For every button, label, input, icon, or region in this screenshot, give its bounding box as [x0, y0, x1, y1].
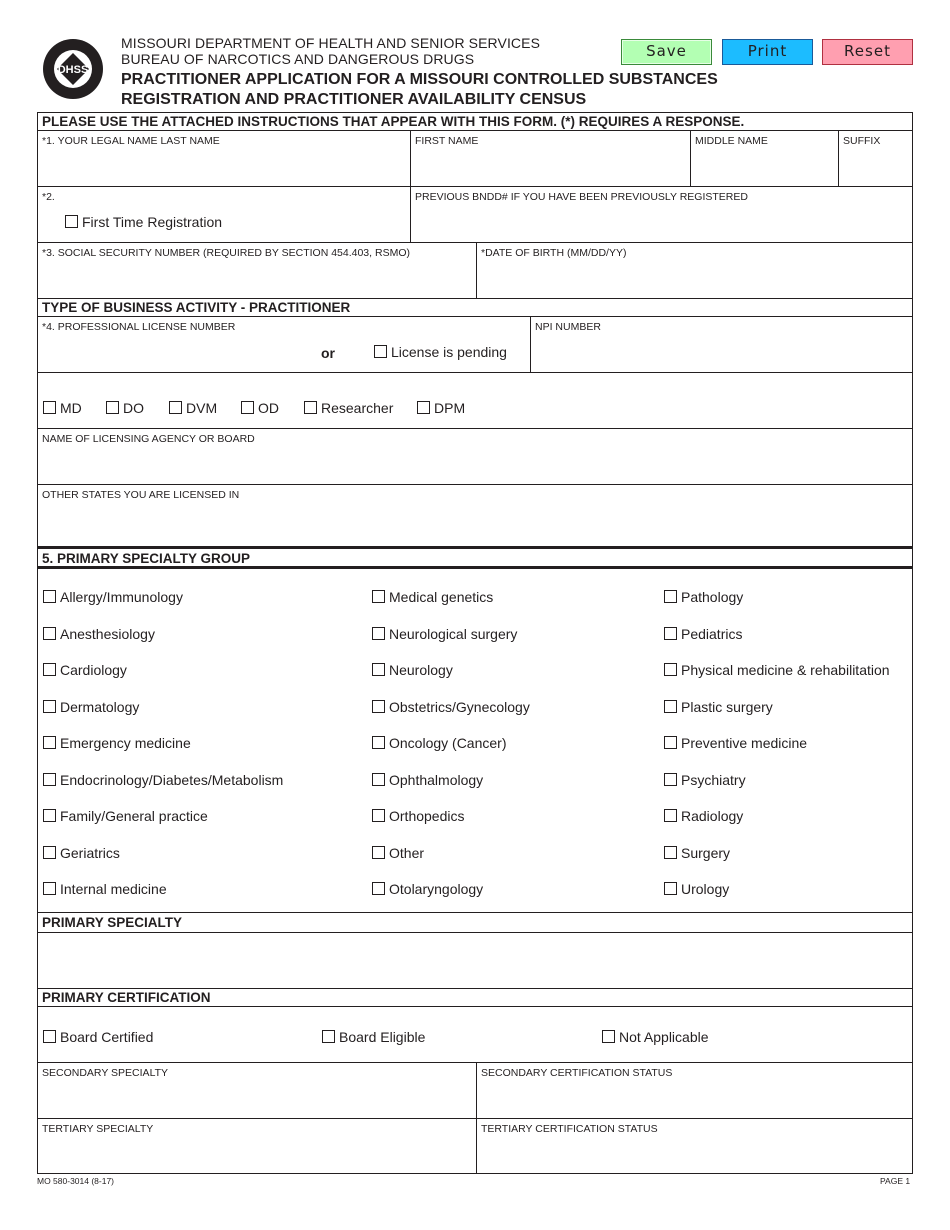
type-dpm-checkbox[interactable]	[417, 400, 465, 416]
licensing-agency-field[interactable]	[38, 429, 912, 485]
specialty-label: Obstetrics/Gynecology	[389, 699, 530, 715]
checkbox-box[interactable]	[106, 401, 119, 414]
practitioner-type-row	[38, 373, 912, 429]
specialty-label: Plastic surgery	[681, 699, 773, 715]
secondary-specialty-label: SECONDARY SPECIALTY	[42, 1067, 169, 1079]
checkbox-box[interactable]	[664, 627, 677, 640]
specialty-label: Internal medicine	[60, 881, 167, 897]
license-number-label: *4. PROFESSIONAL LICENSE NUMBER	[42, 321, 236, 333]
or-text: or	[321, 345, 335, 361]
specialty-label: Neurology	[389, 662, 453, 678]
checkbox-box[interactable]	[374, 345, 387, 358]
specialty-plastic-surgery-checkbox[interactable]	[664, 699, 773, 715]
specialty-obgyn-checkbox[interactable]	[372, 699, 530, 715]
specialty-physical-medicine-checkbox[interactable]	[664, 662, 890, 678]
name-row	[38, 131, 912, 187]
business-heading-row	[38, 299, 912, 317]
not-applicable-label: Not Applicable	[619, 1029, 709, 1045]
specialty-label: Anesthesiology	[60, 626, 155, 642]
specialty-surgery-checkbox[interactable]	[664, 845, 730, 861]
checkbox-box[interactable]	[241, 401, 254, 414]
primary-specialty-field[interactable]	[38, 933, 912, 989]
save-button[interactable]: Save	[621, 39, 712, 65]
specialty-allergy-checkbox[interactable]	[43, 589, 183, 605]
checkbox-box[interactable]	[169, 401, 182, 414]
checkbox-box[interactable]	[664, 809, 677, 822]
specialty-emergency-checkbox[interactable]	[43, 735, 191, 751]
first-name-label: FIRST NAME	[415, 135, 479, 147]
board-eligible-label: Board Eligible	[339, 1029, 426, 1045]
reset-button[interactable]: Reset	[822, 39, 913, 65]
tertiary-status-field[interactable]	[476, 1119, 912, 1173]
page-number: PAGE 1	[880, 1176, 911, 1186]
specialty-label: Orthopedics	[389, 808, 465, 824]
agency-name: MISSOURI DEPARTMENT OF HEALTH AND SENIOR SERVICES	[121, 35, 541, 51]
primary-certification-heading-row	[38, 989, 912, 1007]
checkbox-box[interactable]	[372, 736, 385, 749]
other-states-label: OTHER STATES YOU ARE LICENSED IN	[42, 489, 240, 501]
last-name-label: *1. YOUR LEGAL NAME LAST NAME	[42, 135, 220, 147]
specialty-label: Radiology	[681, 808, 744, 824]
checkbox-box[interactable]	[43, 773, 56, 786]
checkbox-box[interactable]	[372, 846, 385, 859]
suffix-field[interactable]	[838, 131, 912, 186]
specialty-psychiatry-checkbox[interactable]	[664, 772, 746, 788]
checkbox-box[interactable]	[372, 627, 385, 640]
dhss-logo	[42, 38, 104, 100]
form-title-line2: REGISTRATION AND PRACTITIONER AVAILABILITY CENSUS	[121, 91, 587, 108]
checkbox-box[interactable]	[304, 401, 317, 414]
specialty-geriatrics-checkbox[interactable]	[43, 845, 120, 861]
ssn-row	[38, 243, 912, 299]
specialty-endocrinology-checkbox[interactable]	[43, 772, 283, 788]
checkbox-box[interactable]	[372, 882, 385, 895]
specialty-other-checkbox[interactable]	[372, 845, 424, 861]
board-certified-checkbox[interactable]	[43, 1029, 153, 1045]
npi-field[interactable]	[530, 317, 912, 372]
specialty-label: Preventive medicine	[681, 735, 808, 751]
specialty-label: Physical medicine & rehabilitation	[681, 662, 890, 678]
checkbox-box[interactable]	[664, 882, 677, 895]
form-number: MO 580-3014 (8-17)	[37, 1176, 115, 1186]
prev-bndd-field[interactable]	[410, 187, 912, 242]
checkbox-box[interactable]	[43, 882, 56, 895]
specialty-radiology-checkbox[interactable]	[664, 808, 743, 824]
specialty-internal-medicine-checkbox[interactable]	[43, 881, 167, 897]
specialty-dermatology-checkbox[interactable]	[43, 699, 139, 715]
type-do-label: DO	[123, 400, 144, 416]
specialty-group-list	[38, 569, 912, 913]
checkbox-box[interactable]	[664, 846, 677, 859]
specialty-label: Neurological surgery	[389, 626, 518, 642]
checkbox-box[interactable]	[43, 736, 56, 749]
checkbox-box[interactable]	[43, 590, 56, 603]
q2-label: *2.	[42, 191, 55, 203]
checkbox-box[interactable]	[664, 700, 677, 713]
specialty-label: Other	[389, 845, 425, 861]
checkbox-box[interactable]	[664, 773, 677, 786]
specialty-group-heading: 5. PRIMARY SPECIALTY GROUP	[42, 551, 251, 566]
specialty-label: Cardiology	[60, 662, 127, 678]
type-researcher-checkbox[interactable]	[304, 400, 393, 416]
prev-bndd-label: PREVIOUS BNDD# IF YOU HAVE BEEN PREVIOUSLY REGISTERED	[415, 191, 748, 203]
checkbox-box[interactable]	[43, 1030, 56, 1043]
specialty-anesthesiology-checkbox[interactable]	[43, 626, 155, 642]
primary-specialty-heading: PRIMARY SPECIALTY	[42, 915, 183, 930]
bureau-name: BUREAU OF NARCOTICS AND DANGEROUS DRUGS	[121, 51, 475, 67]
checkbox-box[interactable]	[664, 736, 677, 749]
type-dvm-label: DVM	[186, 400, 218, 416]
secondary-row	[38, 1063, 912, 1119]
checkbox-box[interactable]	[372, 700, 385, 713]
specialty-label: Ophthalmology	[389, 772, 484, 788]
type-od-label: OD	[258, 400, 279, 416]
other-states-field[interactable]	[38, 485, 912, 549]
license-pending-checkbox[interactable]	[374, 344, 507, 360]
specialty-orthopedics-checkbox[interactable]	[372, 808, 464, 824]
type-dpm-label: DPM	[434, 400, 466, 416]
checkbox-box[interactable]	[372, 590, 385, 603]
checkbox-box[interactable]	[664, 590, 677, 603]
specialty-pathology-checkbox[interactable]	[664, 589, 743, 605]
checkbox-box[interactable]	[372, 663, 385, 676]
specialty-pediatrics-checkbox[interactable]	[664, 626, 742, 642]
tertiary-specialty-label: TERTIARY SPECIALTY	[42, 1123, 154, 1135]
q2-cell	[38, 187, 410, 242]
form-title-line1: PRACTITIONER APPLICATION FOR A MISSOURI CONTROLLED SUBSTANCES	[121, 71, 718, 88]
checkbox-box[interactable]	[43, 700, 56, 713]
first-time-registration-label: First Time Registration	[82, 214, 223, 230]
specialty-medical-genetics-checkbox[interactable]	[372, 589, 493, 605]
checkbox-box[interactable]	[372, 773, 385, 786]
specialty-label: Dermatology	[60, 699, 140, 715]
checkbox-box[interactable]	[322, 1030, 335, 1043]
specialty-neurological-surgery-checkbox[interactable]	[372, 626, 517, 642]
board-eligible-checkbox[interactable]	[322, 1029, 425, 1045]
ssn-label: *3. SOCIAL SECURITY NUMBER (REQUIRED BY SECTION 454.403, RSMO)	[42, 247, 410, 259]
type-researcher-label: Researcher	[321, 400, 394, 416]
specialty-label: Surgery	[681, 845, 731, 861]
application-form	[37, 112, 913, 1174]
specialty-cardiology-checkbox[interactable]	[43, 662, 127, 678]
registration-row	[38, 187, 912, 243]
instructions-row	[38, 113, 912, 131]
license-pending-label: License is pending	[391, 344, 507, 360]
checkbox-box[interactable]	[43, 663, 56, 676]
secondary-specialty-field[interactable]	[38, 1063, 476, 1118]
specialty-label: Pathology	[681, 589, 744, 605]
specialty-label: Emergency medicine	[60, 735, 191, 751]
checkbox-box[interactable]	[664, 663, 677, 676]
specialty-oncology-checkbox[interactable]	[372, 735, 507, 751]
secondary-status-field[interactable]	[476, 1063, 912, 1118]
specialty-label: Otolaryngology	[389, 881, 484, 897]
specialty-label: Psychiatry	[681, 772, 746, 788]
dob-field[interactable]	[476, 243, 912, 298]
checkbox-box[interactable]	[43, 401, 56, 414]
checkbox-box[interactable]	[602, 1030, 615, 1043]
specialty-label: Family/General practice	[60, 808, 208, 824]
type-do-checkbox[interactable]	[106, 400, 144, 416]
specialty-label: Oncology (Cancer)	[389, 735, 507, 751]
specialty-label: Allergy/Immunology	[60, 589, 183, 605]
board-certified-label: Board Certified	[60, 1029, 154, 1045]
tertiary-row	[38, 1119, 912, 1173]
specialty-label: Medical genetics	[389, 589, 494, 605]
checkbox-box[interactable]	[43, 809, 56, 822]
checkbox-box[interactable]	[372, 809, 385, 822]
print-button[interactable]: Print	[722, 39, 813, 65]
specialty-neurology-checkbox[interactable]	[372, 662, 453, 678]
business-heading: TYPE OF BUSINESS ACTIVITY - PRACTITIONER	[42, 300, 351, 315]
type-md-label: MD	[60, 400, 82, 416]
specialty-preventive-medicine-checkbox[interactable]	[664, 735, 807, 751]
instructions-text: PLEASE USE THE ATTACHED INSTRUCTIONS THAT APPEAR WITH THIS FORM. (*) REQUIRES A RESPONSE.	[42, 114, 745, 129]
not-applicable-checkbox[interactable]	[602, 1029, 709, 1045]
type-md-checkbox[interactable]	[43, 400, 82, 416]
type-dvm-checkbox[interactable]	[169, 400, 217, 416]
specialty-label: Urology	[681, 881, 730, 897]
license-row	[38, 317, 912, 373]
license-number-field[interactable]	[38, 317, 530, 372]
primary-certification-heading: PRIMARY CERTIFICATION	[42, 990, 211, 1005]
last-name-field[interactable]	[38, 131, 410, 186]
specialty-label: Pediatrics	[681, 626, 743, 642]
middle-name-label: MIDDLE NAME	[695, 135, 768, 147]
checkbox-box[interactable]	[43, 846, 56, 859]
middle-name-field[interactable]	[690, 131, 838, 186]
checkbox-box[interactable]	[43, 627, 56, 640]
specialty-otolaryngology-checkbox[interactable]	[372, 881, 483, 897]
specialty-urology-checkbox[interactable]	[664, 881, 729, 897]
specialty-label: Geriatrics	[60, 845, 120, 861]
suffix-label: SUFFIX	[843, 135, 881, 147]
checkbox-box[interactable]	[417, 401, 430, 414]
specialty-ophthalmology-checkbox[interactable]	[372, 772, 483, 788]
tertiary-status-label: TERTIARY CERTIFICATION STATUS	[481, 1123, 658, 1135]
primary-certification-options	[38, 1007, 912, 1063]
npi-label: NPI NUMBER	[535, 321, 601, 333]
primary-specialty-heading-row	[38, 913, 912, 933]
specialty-label: Endocrinology/Diabetes/Metabolism	[60, 772, 284, 788]
first-name-field[interactable]	[410, 131, 690, 186]
specialty-group-heading-row	[38, 549, 912, 569]
type-od-checkbox[interactable]	[241, 400, 279, 416]
licensing-agency-label: NAME OF LICENSING AGENCY OR BOARD	[42, 433, 255, 445]
dob-label: *DATE OF BIRTH (MM/DD/YY)	[481, 247, 627, 259]
specialty-family-practice-checkbox[interactable]	[43, 808, 208, 824]
tertiary-specialty-field[interactable]	[38, 1119, 476, 1173]
ssn-field[interactable]	[38, 243, 476, 298]
first-time-registration-checkbox[interactable]	[65, 214, 222, 230]
checkbox-box[interactable]	[65, 215, 78, 228]
logo-text: DHSS	[57, 64, 89, 76]
secondary-status-label: SECONDARY CERTIFICATION STATUS	[481, 1067, 673, 1079]
